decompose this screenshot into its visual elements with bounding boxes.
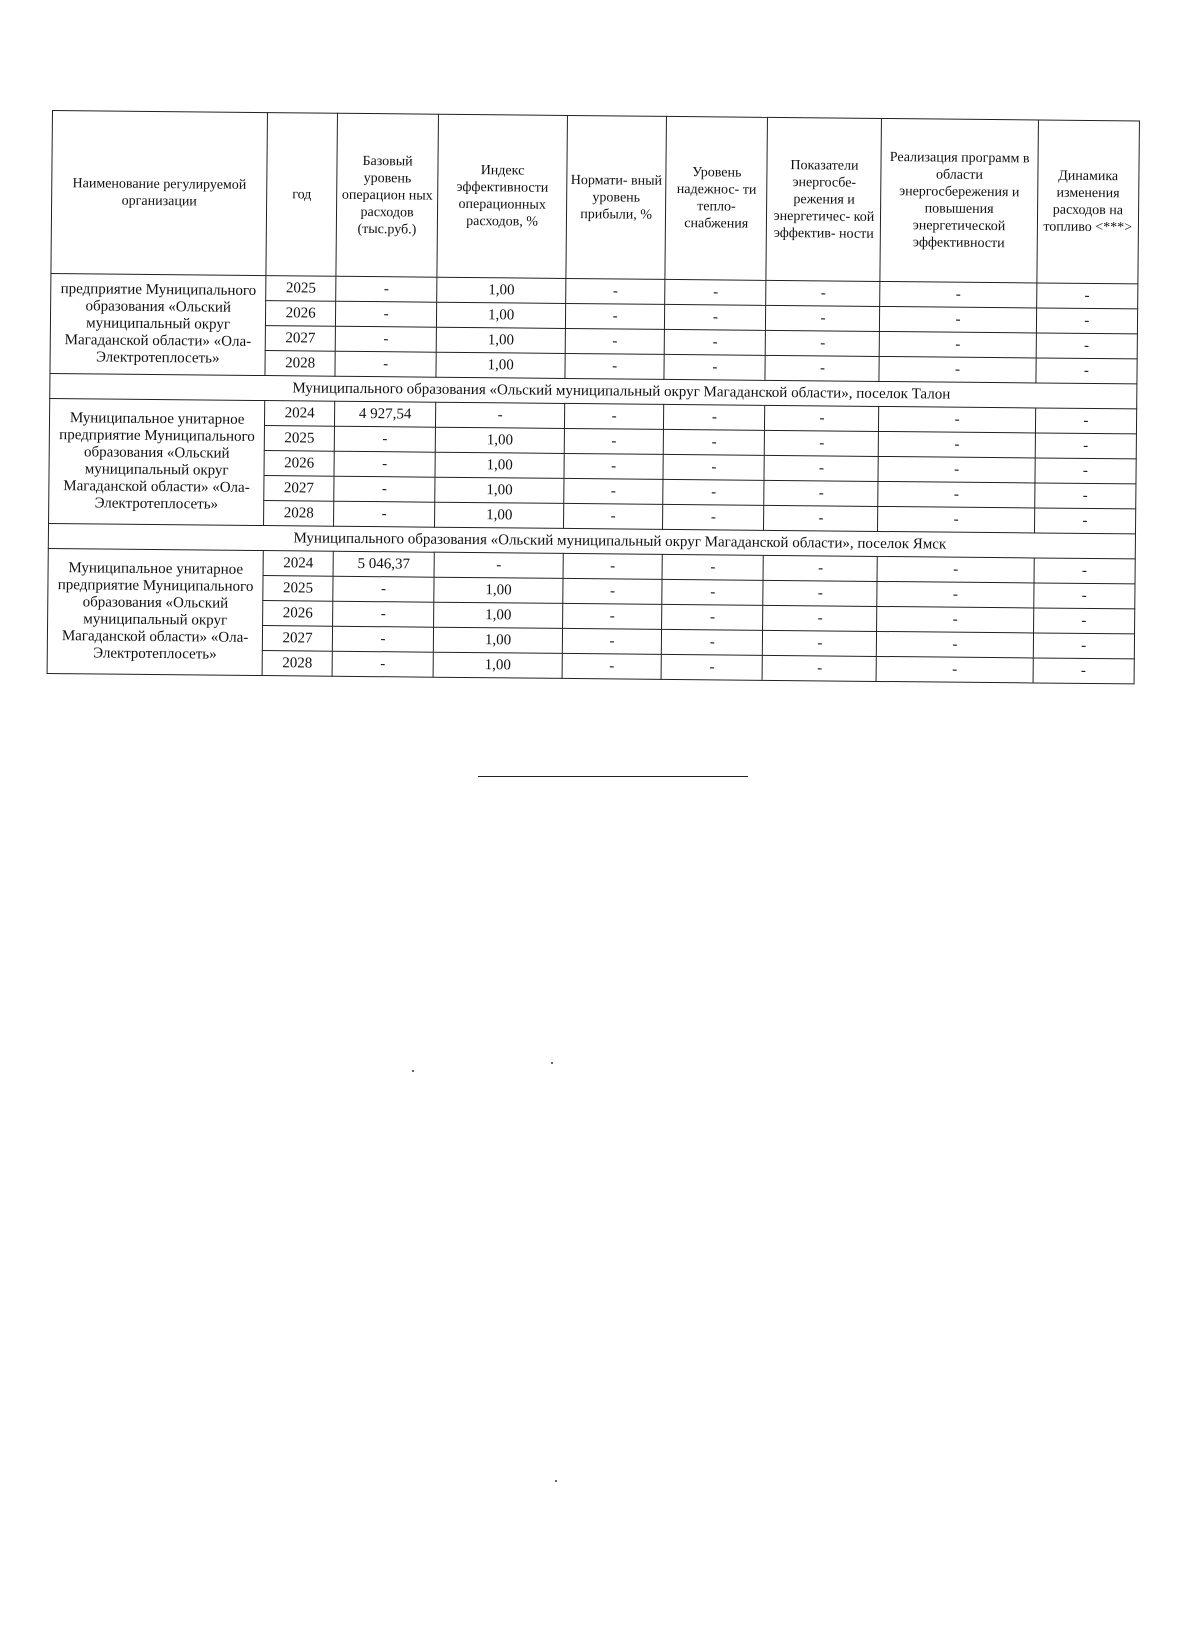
year-cell: 2028 [264, 501, 334, 527]
efficiency-index-cell: 1,00 [435, 452, 564, 478]
header-fuel-dynamics: Динамика изменения расходов на топливо <***> [1037, 120, 1140, 284]
fuel-cell: - [1035, 408, 1137, 434]
reliability-cell: - [661, 629, 763, 655]
fuel-cell: - [1033, 633, 1135, 659]
fuel-cell: - [1035, 433, 1137, 459]
programs-cell: - [878, 506, 1034, 532]
section-title: Муниципального образования «Ольский муниципальный округ Магаданской области», поселок Талон [50, 373, 1137, 408]
header-reliability: Уровень надежнос- ти тепло- снабжения [665, 116, 768, 280]
energy-saving-cell: - [764, 480, 878, 506]
efficiency-index-cell: 1,00 [435, 502, 564, 528]
base-opex-cell: - [336, 276, 438, 302]
profit-cell: - [563, 578, 662, 604]
efficiency-index-cell: 1,00 [436, 327, 565, 353]
profit-cell: - [562, 653, 661, 679]
base-opex-cell: - [332, 626, 434, 652]
profit-cell: - [565, 328, 664, 354]
fuel-cell: - [1034, 558, 1136, 584]
base-opex-cell: - [334, 451, 436, 477]
base-opex-cell: - [332, 601, 434, 627]
energy-saving-cell: - [764, 455, 878, 481]
profit-cell: - [565, 303, 664, 329]
header-profit-level: Нормати- вный уровень прибыли, % [566, 115, 667, 279]
year-cell: 2027 [263, 626, 333, 652]
reliability-cell: - [664, 404, 766, 430]
profit-cell: - [564, 478, 663, 504]
fuel-cell: - [1036, 308, 1138, 334]
reliability-cell: - [663, 504, 765, 530]
efficiency-index-cell: 1,00 [434, 627, 563, 653]
year-cell: 2025 [266, 276, 336, 302]
reliability-cell: - [663, 454, 765, 480]
profit-cell: - [563, 553, 662, 579]
base-opex-cell: - [333, 576, 435, 602]
fuel-cell: - [1034, 508, 1136, 534]
profit-cell: - [566, 278, 665, 304]
reliability-cell: - [665, 304, 767, 330]
base-opex-cell: - [335, 351, 437, 377]
reliability-cell: - [662, 604, 764, 630]
efficiency-index-cell: 1,00 [434, 577, 563, 603]
reliability-cell: - [664, 354, 766, 380]
fuel-cell: - [1036, 333, 1138, 359]
organization-name: Муниципальное унитарное предприятие Муниципального образования «Ольский муниципальный округ Магаданской области» «Ола-Электротеплосеть» [49, 398, 265, 525]
year-cell: 2024 [263, 551, 333, 577]
programs-cell: - [878, 481, 1034, 507]
programs-cell: - [880, 331, 1036, 357]
energy-saving-cell: - [764, 505, 878, 531]
header-efficiency-index: Индекс эффективности операционных расходов, % [437, 114, 567, 278]
base-opex-cell: - [335, 326, 437, 352]
programs-cell: - [877, 631, 1033, 657]
programs-cell: - [879, 431, 1035, 457]
profit-cell: - [562, 628, 661, 654]
programs-cell: - [879, 406, 1035, 432]
fuel-cell: - [1035, 458, 1137, 484]
year-cell: 2028 [262, 651, 332, 677]
reliability-cell: - [665, 279, 767, 305]
energy-saving-cell: - [763, 655, 877, 681]
programs-cell: - [877, 606, 1033, 632]
year-cell: 2026 [263, 601, 333, 627]
efficiency-index-cell: 1,00 [435, 427, 564, 453]
energy-saving-cell: - [766, 280, 880, 306]
fuel-cell: - [1036, 283, 1138, 309]
efficiency-index-cell: 1,00 [433, 652, 562, 678]
reliability-cell: - [661, 654, 763, 680]
programs-cell: - [880, 281, 1036, 307]
header-base-opex: Базовый уровень операцион ных расходов (тыс.руб.) [336, 113, 439, 277]
efficiency-index-cell: 1,00 [434, 602, 563, 628]
fuel-cell: - [1033, 658, 1135, 684]
efficiency-index-cell: 1,00 [436, 352, 565, 378]
closing-rule [478, 776, 748, 777]
energy-saving-cell: - [765, 355, 879, 381]
profit-cell: - [564, 453, 663, 479]
base-opex-cell: 4 927,54 [334, 401, 436, 427]
profit-cell: - [565, 353, 664, 379]
profit-cell: - [563, 503, 662, 529]
table-body [47, 273, 1138, 683]
base-opex-cell: - [332, 651, 434, 677]
organization-name: Муниципальное унитарное предприятие Муниципального образования «Ольский муниципальный округ Магаданской области» «Ола-Электротеплосеть» [47, 548, 263, 675]
base-opex-cell: - [335, 301, 437, 327]
organization-name: предприятие Муниципального образования «Ольский муниципальный округ Магаданской области» «Ола-Электротеплосеть» [50, 273, 266, 375]
programs-cell: - [879, 356, 1035, 382]
energy-saving-cell: - [766, 330, 880, 356]
efficiency-index-cell: 1,00 [435, 477, 564, 503]
tariff-parameters-table [47, 110, 1140, 684]
year-cell: 2027 [265, 326, 335, 352]
section-title: Муниципального образования «Ольский муниципальный округ Магаданской области», поселок Ямск [48, 523, 1135, 558]
efficiency-index-cell: 1,00 [437, 302, 566, 328]
fuel-cell: - [1036, 358, 1138, 384]
year-cell: 2028 [265, 351, 335, 377]
fuel-cell: - [1034, 483, 1136, 509]
programs-cell: - [878, 456, 1034, 482]
profit-cell: - [564, 403, 663, 429]
energy-saving-cell: - [763, 580, 877, 606]
programs-cell: - [880, 306, 1036, 332]
scan-speck [412, 1070, 414, 1072]
efficiency-index-cell: - [436, 402, 565, 428]
document-sheet [47, 110, 1140, 684]
header-org-name: Наименование регулируемой организации [51, 111, 268, 276]
base-opex-cell: - [333, 501, 435, 527]
year-cell: 2025 [263, 576, 333, 602]
reliability-cell: - [664, 329, 766, 355]
energy-saving-cell: - [765, 430, 879, 456]
year-cell: 2024 [265, 401, 335, 427]
header-programs: Реализация программ в области энергосбережения и повышения энергетической эффективности [880, 118, 1038, 282]
programs-cell: - [877, 656, 1033, 682]
header-year: год [266, 113, 337, 277]
scan-speck [555, 1480, 557, 1482]
reliability-cell: - [663, 429, 765, 455]
fuel-cell: - [1033, 608, 1135, 634]
efficiency-index-cell: 1,00 [437, 277, 566, 303]
energy-saving-cell: - [763, 630, 877, 656]
year-cell: 2025 [265, 426, 335, 452]
programs-cell: - [877, 556, 1033, 582]
base-opex-cell: 5 046,37 [333, 551, 435, 577]
year-cell: 2027 [264, 476, 334, 502]
scan-speck [551, 1062, 553, 1064]
fuel-cell: - [1033, 583, 1135, 609]
header-row [51, 111, 1140, 284]
programs-cell: - [877, 581, 1033, 607]
energy-saving-cell: - [765, 405, 879, 431]
reliability-cell: - [662, 579, 764, 605]
reliability-cell: - [662, 554, 764, 580]
energy-saving-cell: - [763, 605, 877, 631]
base-opex-cell: - [334, 426, 436, 452]
profit-cell: - [564, 428, 663, 454]
energy-saving-cell: - [764, 555, 878, 581]
base-opex-cell: - [334, 476, 436, 502]
year-cell: 2026 [266, 301, 336, 327]
year-cell: 2026 [264, 451, 334, 477]
energy-saving-cell: - [766, 305, 880, 331]
reliability-cell: - [663, 479, 765, 505]
efficiency-index-cell: - [434, 552, 563, 578]
header-energy-saving: Показатели энергосбе- режения и энергетичес- кой эффектив- ности [766, 117, 882, 281]
profit-cell: - [563, 603, 662, 629]
